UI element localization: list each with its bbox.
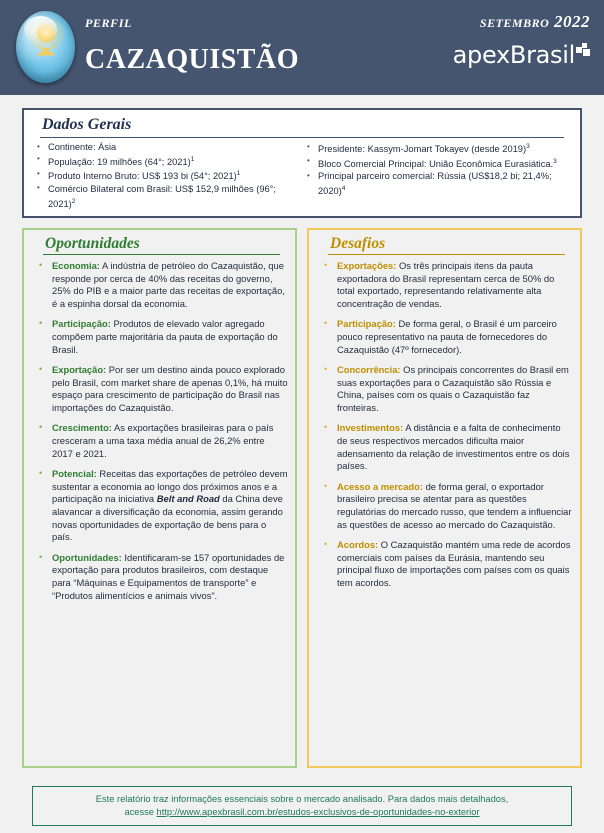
general-data-item	[32, 183, 302, 210]
flag-eagle-icon	[31, 47, 61, 56]
footnote-marker: 2	[71, 197, 76, 205]
opportunity-item	[31, 260, 288, 311]
opportunities-list	[31, 260, 288, 602]
general-data-item	[32, 141, 302, 154]
general-data-item-text: Bloco Comercial Principal: União Econômica Eurasiática.	[318, 158, 554, 169]
opportunity-item	[31, 318, 288, 356]
header-title-block	[85, 12, 299, 77]
general-data-box	[22, 108, 582, 218]
footnote-marker: 1	[236, 170, 241, 178]
opportunity-item-label: Oportunidades:	[52, 551, 122, 563]
header-kicker: perfil	[85, 12, 132, 31]
general-data-item-text: Comércio Bilateral com Brasil: US$ 152,9 milhões (96°; 2021)	[48, 183, 276, 209]
general-data-item-text: Principal parceiro comercial: Rússia (US$18,2 bi; 21,4%; 2020)	[318, 171, 552, 197]
challenge-item-label: Investimentos:	[337, 422, 404, 434]
challenge-item	[316, 318, 573, 356]
challenge-item-text: De forma geral, o Brasil é um parceiro pouco representativo na pauta de fornecedores do Cazaquistão (47º fornecedor).	[337, 318, 557, 355]
challenge-item	[316, 364, 573, 415]
opportunities-divider	[43, 254, 280, 255]
opportunity-item-text: Identificaram-se 157 oportunidades de exportação para produtos brasileiros, com destaque para “Máquinas e Equipamentos de transporte” e “Produtos alimentícios e animais vivos”.	[52, 551, 285, 601]
kazakhstan-flag-globe-icon	[16, 11, 75, 83]
general-data-column-right	[302, 141, 572, 210]
general-data-list-left	[32, 141, 302, 210]
opportunity-item-label: Exportação:	[52, 363, 107, 375]
opportunity-item-text-cont: da China deve alavancar a diversificação da economia, assim gerando novas oportunidades de exportação de bens para o país.	[52, 493, 283, 543]
opportunity-item	[31, 468, 288, 544]
general-data-item-text: Produto Interno Bruto: US$ 193 bi (54°; 2021)	[48, 171, 237, 182]
challenge-item	[316, 539, 573, 590]
challenge-item-label: Concorrência:	[337, 363, 401, 375]
footer-note-box	[32, 786, 572, 826]
footnote-marker: 1	[190, 155, 195, 163]
opportunity-item	[31, 422, 288, 460]
apexbrasil-logo	[453, 43, 590, 67]
opportunity-item-text: Produtos de elevado valor agregado compõem parte majoritária da pauta de exportação do Brasil.	[52, 318, 278, 355]
challenge-item-label: Acordos:	[337, 538, 379, 550]
general-data-divider	[40, 137, 564, 138]
general-data-item-text: Presidente: Kassym-Jomart Tokayev (desde 2019)	[318, 144, 527, 155]
opportunity-item-text: A indústria de petróleo do Cazaquistão, que responde por cerca de 40% das receitas do governo, 25% do PIB e a maior parte das receitas de exportação, é a espinha dorsal da economia.	[52, 260, 285, 310]
opportunity-item	[31, 552, 288, 603]
apexbrasil-pinwheel-icon	[576, 43, 590, 57]
panels-container	[22, 228, 582, 768]
opportunity-item-label: Economia:	[52, 260, 100, 271]
general-data-item	[302, 156, 572, 171]
general-data-item	[302, 141, 572, 156]
footer-line-1: Este relatório traz informações essenciais sobre o mercado analisado. Para dados mais detalhados,	[95, 793, 509, 804]
globe-gloss-highlight	[24, 16, 57, 42]
general-data-column-left	[32, 141, 302, 210]
challenge-item-text: Os três principais itens da pauta exportadora do Brasil representam cerca de 50% do total exportado, representando relativamente alta concentração de vendas.	[337, 260, 555, 310]
footer-line-2-prefix: acesse	[124, 807, 157, 817]
opportunity-item-text: As exportações brasileiras para o país cresceram a uma taxa média anual de 26,2% entre 2017 e 2021.	[52, 422, 274, 459]
opportunity-item-label: Potencial:	[52, 467, 97, 479]
footnote-marker: 3	[526, 143, 530, 150]
footnote-marker: 3	[553, 157, 557, 165]
general-data-item	[32, 154, 302, 169]
challenge-item-text: A distância e a falta de conhecimento de seus respectivos mercados dificulta maior adensamento da relação de investimentos entre os dois países.	[337, 422, 570, 472]
opportunity-item	[31, 364, 288, 415]
opportunity-item-text: Receitas das exportações de petróleo devem sustentar a economia ao longo dos próximos anos e a participação na iniciativa	[52, 467, 288, 505]
general-data-item-text: Continente: Ásia	[48, 142, 117, 152]
challenge-item-label: Exportações:	[337, 260, 397, 271]
challenge-item	[316, 422, 573, 473]
challenge-item-text: Os principais concorrentes do Brasil em suas exportações para o Cazaquistão são Rússia e China, países com os quais o Cazaquistão faz fronteiras.	[337, 363, 569, 414]
opportunity-item-text: Por ser um destino ainda pouco explorado pelo Brasil, com market share de apenas 0,1%, há muito espaço para crescimento de participação do Brasil nas importações do Cazaquistão.	[52, 363, 288, 414]
challenge-item-text: de forma geral, o exportador brasileiro precisa se atentar para as questões regulatórias do mercado russo, que tendem a influenciar as questões de acesso ao mercado do Cazaquistão.	[337, 480, 572, 530]
opportunity-item-emphasis: Belt and Road	[156, 493, 220, 505]
general-data-title: Dados Gerais	[42, 116, 132, 133]
challenges-divider	[328, 254, 565, 255]
report-date: setembro 2022	[479, 12, 590, 31]
page-header	[0, 0, 604, 95]
brand-wordmark: apexBrasil	[452, 41, 575, 69]
opportunities-title: Oportunidades	[45, 235, 140, 252]
footer-text	[96, 793, 508, 820]
general-data-item-text: População: 19 milhões (64°; 2021)	[48, 156, 191, 167]
opportunity-item-label: Crescimento:	[52, 422, 112, 434]
challenges-title: Desafios	[330, 235, 386, 252]
challenges-list	[316, 260, 573, 590]
page-title: cazaquistão	[85, 32, 299, 77]
opportunity-item-label: Participação:	[52, 318, 111, 330]
challenge-item-label: Acesso a mercado:	[337, 480, 423, 492]
footnote-marker: 4	[341, 184, 346, 192]
challenge-item	[316, 260, 573, 311]
general-data-item	[302, 170, 572, 197]
apexbrasil-studies-link[interactable]: http://www.apexbrasil.com.br/estudos-exclusivos-de-oportunidades-no-exterior	[156, 807, 480, 817]
general-data-item	[32, 168, 302, 183]
opportunities-panel	[22, 228, 297, 768]
challenge-item	[316, 481, 573, 532]
challenge-item-text: O Cazaquistão mantém uma rede de acordos comerciais com países da Eurásia, mantendo seu principal fluxo de importações com países com os quais tem acordos.	[337, 538, 571, 588]
general-data-list-right	[302, 141, 572, 198]
general-data-columns	[24, 141, 580, 210]
header-right-block	[453, 12, 590, 67]
challenges-panel	[307, 228, 582, 768]
challenge-item-label: Participação:	[337, 318, 396, 330]
